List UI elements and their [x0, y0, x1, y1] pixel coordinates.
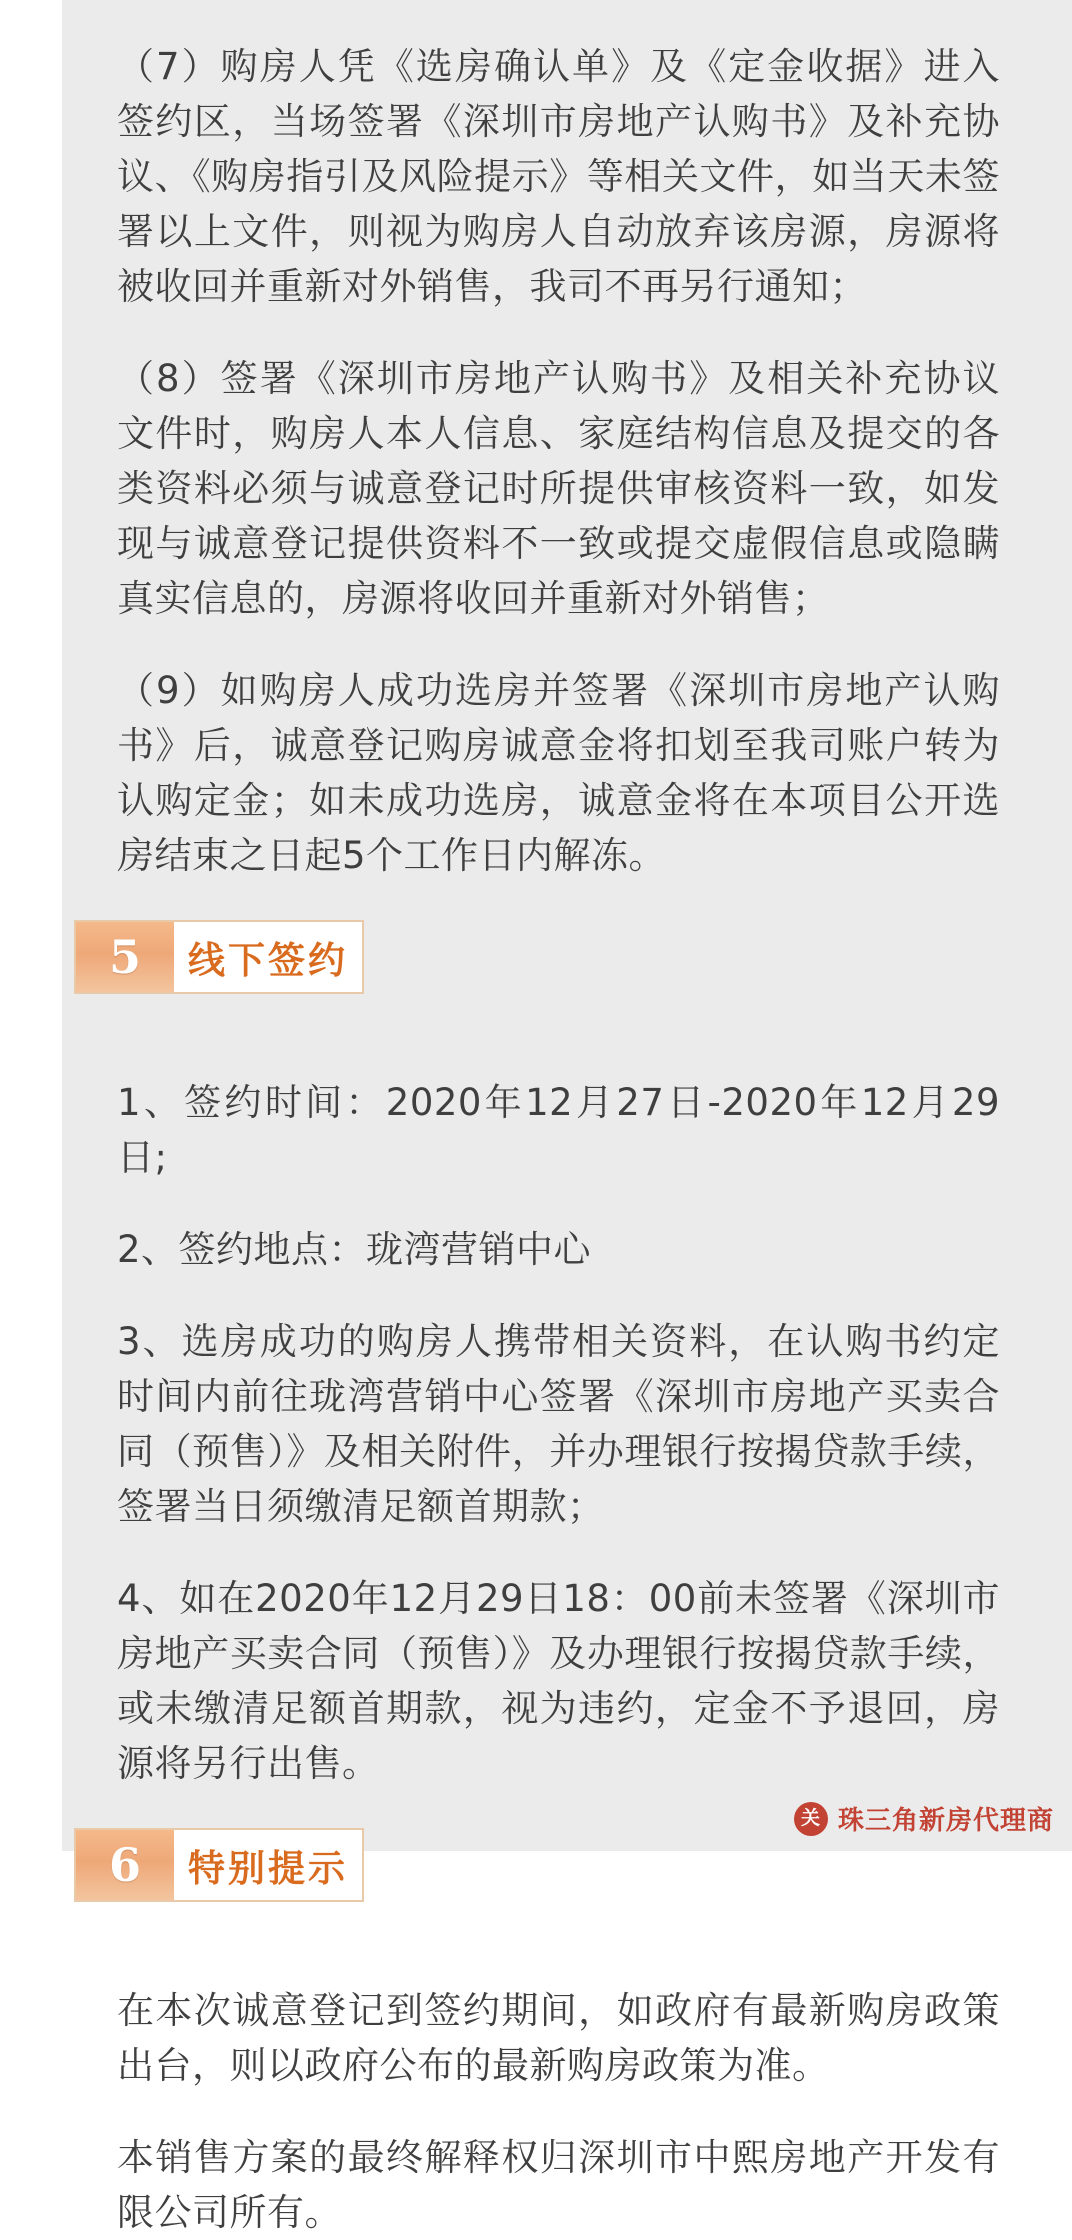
page-content — [62, 0, 1072, 2234]
section-number-5: 5 — [76, 922, 174, 992]
clause-paragraph-7: （7）购房人凭《选房确认单》及《定金收据》进入签约区，当场签署《深圳市房地产认购书》及补充协议、《购房指引及风险提示》等相关文件，如当天未签署以上文件，则视为购房人自动放弃该房源，房源将被收回并重新对外销售，我司不再另行通知； — [117, 45, 1000, 308]
section-5-item-1: 1、签约时间：2020年12月27日-2020年12月29日; — [117, 1081, 1000, 1179]
clause-paragraph-8: （8）签署《深圳市房地产认购书》及相关补充协议文件时，购房人本人信息、家庭结构信息及提交的各类资料必须与诚意登记时所提供审核资料一致，如发现与诚意登记提供资料不一致或提交虚假信息或隐瞒真实信息的，房源将收回并重新对外销售； — [117, 357, 1000, 620]
page-left-margin — [0, 0, 62, 1851]
section-5-item-4: 4、如在2020年12月29日18：00前未签署《深圳市房地产买卖合同（预售）》及办理银行按揭贷款手续，或未缴清足额首期款，视为违约，定金不予退回，房源将另行出售。 — [117, 1577, 1000, 1785]
clause-paragraph-9: （9）如购房人成功选房并签署《深圳市房地产认购书》后，诚意登记购房诚意金将扣划至我司账户转为认购定金；如未成功选房，诚意金将在本项目公开选房结束之日起5个工作日内解冻。 — [117, 669, 1000, 877]
section-number-6: 6 — [76, 1830, 174, 1900]
section-header-6 — [74, 1828, 364, 1902]
section-6-item-2: 本销售方案的最终解释权归深圳市中熙房地产开发有限公司所有。 — [117, 2136, 1000, 2234]
section-6-item-1: 在本次诚意登记到签约期间，如政府有最新购房政策出台，则以政府公布的最新购房政策为准。 — [117, 1989, 1000, 2087]
section-header-5 — [74, 920, 364, 994]
section-5-item-2: 2、签约地点：珑湾营销中心 — [117, 1228, 592, 1271]
section-5-item-3: 3、选房成功的购房人携带相关资料，在认购书约定时间内前往珑湾营销中心签署《深圳市房地产买卖合同（预售）》及相关附件，并办理银行按揭贷款手续，签署当日须缴清足额首期款； — [117, 1320, 1000, 1528]
watermark — [794, 1800, 1054, 1837]
section-title-6: 特别提示 — [188, 1847, 348, 1890]
watermark-badge-icon: 关 — [794, 1802, 828, 1836]
watermark-label: 珠三角新房代理商 — [837, 1806, 1054, 1836]
section-title-5: 线下签约 — [188, 939, 348, 982]
